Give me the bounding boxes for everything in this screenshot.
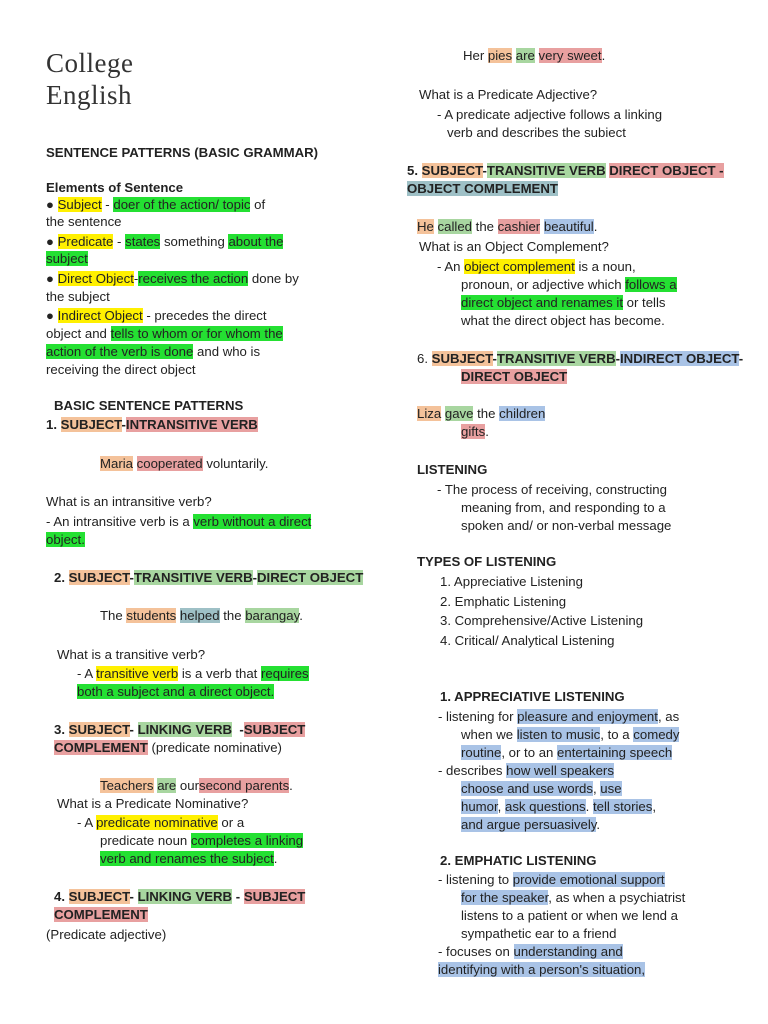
pattern-4-example: Her pies are very sweet. xyxy=(463,48,606,63)
direct-object-definition: ● Direct Object-receives the action done by xyxy=(46,271,299,286)
type-item: 2. Emphatic Listening xyxy=(440,594,567,609)
subject-definition: ● Subject - doer of the action/ topic of xyxy=(46,197,266,212)
emphatic-line-5: - focuses on understanding and xyxy=(438,944,623,959)
appreciative-line-6: humor, ask questions. tell stories, xyxy=(461,799,656,814)
indirect-object-line-3: action of the verb is done and who is xyxy=(46,344,261,359)
emphatic-heading: 2. EMPHATIC LISTENING xyxy=(440,853,597,868)
pattern-1-heading: 1. SUBJECT-INTRANSITIVE VERB xyxy=(46,417,258,432)
answer-predicate-nominative-line-2: predicate noun completes a linking xyxy=(100,833,304,848)
emphatic-line-3: listens to a patient or when we lend a xyxy=(461,908,678,923)
direct-object-definition-line-2: the subject xyxy=(46,289,110,304)
type-item: 4. Critical/ Analytical Listening xyxy=(440,633,615,648)
question-predicate-nominative: What is a Predicate Nominative? xyxy=(57,796,249,811)
indirect-object-line-4: receiving the direct object xyxy=(46,362,196,377)
listening-definition-line-2: meaning from, and responding to a xyxy=(461,500,666,515)
subject-definition-line-2: the sentence xyxy=(46,214,122,229)
type-item: 1. Appreciative Listening xyxy=(440,574,583,589)
pattern-6-heading: 6. SUBJECT-TRANSITIVE VERB-INDIRECT OBJECT- xyxy=(417,351,744,366)
pattern-5-heading-line-2: OBJECT COMPLEMENT xyxy=(407,181,558,196)
page-title-line-2: English xyxy=(46,80,133,110)
predicate-definition: ● Predicate - states something about the xyxy=(46,234,284,249)
pattern-4-subtitle: (Predicate adjective) xyxy=(46,927,167,942)
emphatic-line-6: identifying with a person's situation, xyxy=(438,962,646,977)
pattern-5-heading: 5. SUBJECT-TRANSITIVE VERB DIRECT OBJECT - xyxy=(407,163,724,178)
answer-object-complement-line-2: pronoun, or adjective which follows a xyxy=(461,277,677,292)
listening-definition-line-3: spoken and/ or non-verbal message xyxy=(461,518,672,533)
answer-predicate-nominative: - A predicate nominative or a xyxy=(77,815,245,830)
pattern-4-heading: 4. SUBJECT- LINKING VERB - SUBJECT xyxy=(54,889,306,904)
pattern-2-heading: 2. SUBJECT-TRANSITIVE VERB-DIRECT OBJECT xyxy=(54,570,364,585)
question-predicate-adjective: What is a Predicate Adjective? xyxy=(419,87,598,102)
pattern-2-example: The students helped the barangay. xyxy=(100,608,303,623)
pattern-3-example: Teachers are oursecond parents. xyxy=(100,778,293,793)
answer-intransitive: - An intransitive verb is a verb without a direct xyxy=(46,514,312,529)
pattern-6-example: Liza gave the children xyxy=(417,406,546,421)
question-object-complement: What is an Object Complement? xyxy=(419,239,609,254)
question-intransitive: What is an intransitive verb? xyxy=(46,494,212,509)
basic-patterns-heading: BASIC SENTENCE PATTERNS xyxy=(54,398,244,413)
question-transitive: What is a transitive verb? xyxy=(57,647,206,662)
subject-term: Subject xyxy=(57,197,102,212)
answer-object-complement-line-3: direct object and renames it or tells xyxy=(461,295,666,310)
answer-predicate-adjective-line-1: - A predicate adjective follows a linking xyxy=(437,107,663,122)
listening-definition-line-1: - The process of receiving, constructing xyxy=(437,482,667,497)
appreciative-line-1: - listening for pleasure and enjoyment, as xyxy=(438,709,680,724)
indirect-object-definition: ● Indirect Object - precedes the direct xyxy=(46,308,267,323)
listening-heading: LISTENING xyxy=(417,462,488,477)
type-item: 3. Comprehensive/Active Listening xyxy=(440,613,644,628)
answer-predicate-nominative-line-3: verb and renames the subject. xyxy=(100,851,278,866)
pattern-1-example: Maria cooperated voluntarily. xyxy=(100,456,269,471)
appreciative-line-2: when we listen to music, to a comedy xyxy=(461,727,680,742)
page-title-line-1: College xyxy=(46,48,134,78)
emphatic-line-4: sympathetic ear to a friend xyxy=(461,926,617,941)
answer-transitive-line-2: both a subject and a direct object. xyxy=(77,684,275,699)
answer-object-complement: - An object complement is a noun, xyxy=(437,259,636,274)
appreciative-line-7: and argue persuasively. xyxy=(461,817,601,832)
emphatic-line-1: - listening to provide emotional support xyxy=(438,872,665,887)
indirect-object-line-2: object and tells to whom or for whom the xyxy=(46,326,283,341)
pattern-3-heading-line-2: COMPLEMENT (predicate nominative) xyxy=(54,740,282,755)
pattern-6-heading-line-2: DIRECT OBJECT xyxy=(461,369,568,384)
appreciative-line-3: routine, or to an entertaining speech xyxy=(461,745,673,760)
appreciative-line-4: - describes how well speakers xyxy=(438,763,614,778)
appreciative-heading: 1. APPRECIATIVE LISTENING xyxy=(440,689,625,704)
section-heading: SENTENCE PATTERNS (BASIC GRAMMAR) xyxy=(46,145,319,160)
appreciative-line-5: choose and use words, use xyxy=(461,781,622,796)
predicate-definition-line-2: subject xyxy=(46,251,88,266)
answer-predicate-adjective-line-2: verb and describes the subiect xyxy=(447,125,626,140)
emphatic-line-2: for the speaker, as when a psychiatrist xyxy=(461,890,686,905)
types-heading: TYPES OF LISTENING xyxy=(417,554,557,569)
elements-heading: Elements of Sentence xyxy=(46,180,184,195)
answer-object-complement-line-4: what the direct object has become. xyxy=(461,313,665,328)
pattern-4-heading-line-2: COMPLEMENT xyxy=(54,907,148,922)
pattern-6-example-line-2: gifts. xyxy=(461,424,489,439)
pattern-5-example: He called the cashier beautiful. xyxy=(417,219,598,234)
pattern-3-heading: 3. SUBJECT- LINKING VERB -SUBJECT xyxy=(54,722,306,737)
answer-transitive: - A transitive verb is a verb that requires xyxy=(77,666,309,681)
answer-intransitive-line-2: object. xyxy=(46,532,85,547)
